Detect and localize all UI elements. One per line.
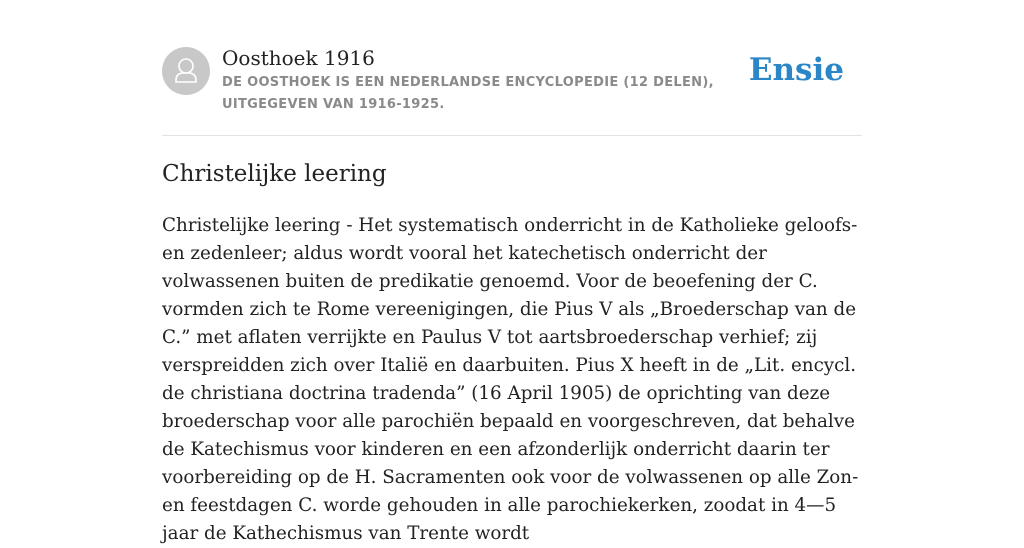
source-title[interactable]: Oosthoek 1916 [222,46,375,70]
avatar[interactable] [162,47,210,95]
entry-body: Christelijke leering - Het systematisch onderricht in de Katholieke geloofs- en zedenleer; aldus wordt vooral het katechetisch onderricht der volwassenen buiten de predikatie genoemd. Voor de beoefening der C. vormden zich te Rome vereenigingen, die Pius V als „Broederschap van de C.” met aflaten verrijkte en Paulus V tot aartsbroederschap verhief; zij verspreidden zich over Italië en daarbuiten. Pius X heeft in de „Lit. encycl. de christiana doctrina tradenda” (16 April 1905) de oprichting van deze broederschap voor alle parochiën bepaald en voorgeschreven, dat behalve de Katechismus voor kinderen en een afzonderlijk onderricht daarin ter voorbereiding op de H. Sacramenten ook voor de volwassenen op alle Zon- en feestdagen C. worde gehouden in alle parochiekerken, zoodat in 4—5 jaar de Kathechismus van Trente wordt [162,215,859,544]
source-description: DE OOSTHOEK IS EEN NEDERLANDSE ENCYCLOPEDIE (12 DELEN), UITGEGEVEN VAN 1916-1925. [222,75,714,112]
user-icon [162,47,210,95]
divider [162,135,862,136]
source-header [162,46,862,116]
entry-title: Christelijke leering [162,161,387,187]
brand-logo[interactable]: Ensie [748,52,844,88]
